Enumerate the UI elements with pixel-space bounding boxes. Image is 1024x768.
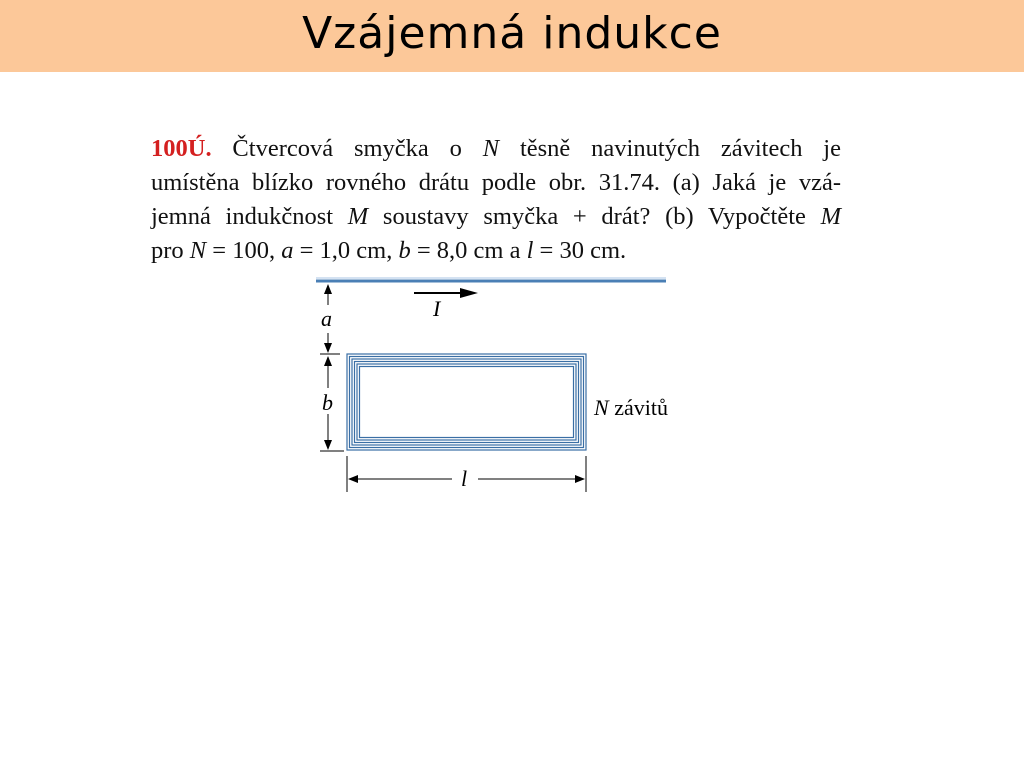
problem-number: 100Ú. [151, 135, 212, 162]
wound-loop [347, 354, 586, 450]
turns-label-n: N [594, 395, 609, 420]
l-label: l [461, 466, 468, 491]
current-label: I [433, 296, 441, 321]
problem-line-2: umístěna blízko rovného drátu podle obr. 31.74. (a) Jaká je vzá- [151, 169, 841, 196]
problem-line-4: pro N = 100, a = 1,0 cm, b = 8,0 cm a l = 30 cm. [151, 237, 627, 264]
problem-line-1: 100Ú. Čtvercová smyčka o N těsně navinutých závitech je [151, 135, 841, 162]
turns-label-text: závitů [608, 395, 668, 420]
problem-line-3: jemná indukčnost M soustavy smyčka + drát? (b) Vypočtěte M [151, 203, 841, 230]
a-label: a [321, 306, 332, 331]
current-arrow-icon [414, 288, 478, 298]
b-label: b [322, 390, 333, 415]
slide-title: Vzájemná indukce [302, 8, 722, 59]
turns-label [593, 395, 668, 420]
